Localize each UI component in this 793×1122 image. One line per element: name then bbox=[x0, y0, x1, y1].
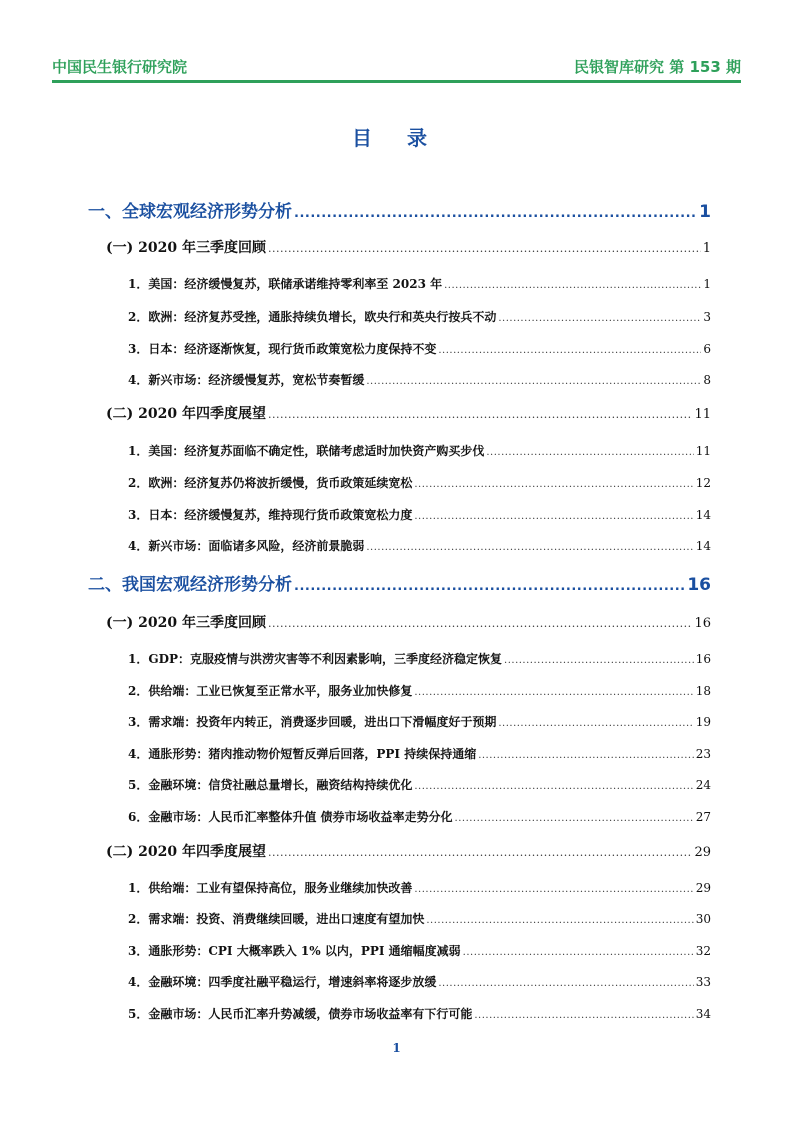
toc-page-number: 29 bbox=[695, 881, 711, 895]
toc-subsection-title: (二) 2020 年四季度展望 bbox=[106, 844, 266, 860]
toc-leader-dots bbox=[486, 447, 693, 458]
toc-subsection-title: (一) 2020 年三季度回顾 bbox=[106, 240, 266, 256]
toc-page-number: 27 bbox=[695, 810, 711, 824]
toc-item[interactable] bbox=[128, 371, 711, 388]
toc-item-title: 4．新兴市场：面临诸多风险，经济前景脆弱 bbox=[128, 539, 365, 553]
toc-page-number: 8 bbox=[703, 373, 711, 387]
toc-page-number: 11 bbox=[695, 444, 711, 458]
toc-leader-dots bbox=[366, 542, 693, 553]
toc-item[interactable] bbox=[128, 682, 711, 699]
toc-item-title: 4．金融环境：四季度社融平稳运行，增速斜率将逐步放缓 bbox=[128, 975, 437, 989]
toc-leader-dots bbox=[438, 345, 701, 356]
toc-leader-dots bbox=[414, 511, 693, 522]
toc-leader-dots bbox=[268, 617, 692, 630]
toc-page-number: 14 bbox=[695, 539, 711, 553]
toc-page-number: 18 bbox=[695, 684, 711, 698]
toc-item-title: 1．供给端：工业有望保持高位，服务业继续加快改善 bbox=[128, 881, 413, 895]
toc-page-number: 33 bbox=[695, 975, 711, 989]
toc-leader-dots bbox=[474, 1010, 693, 1021]
toc-item-title: 4．新兴市场：经济缓慢复苏，宽松节奏暂缓 bbox=[128, 373, 365, 387]
toc-page-number: 32 bbox=[695, 944, 711, 958]
toc-item-title: 2．需求端：投资、消费继续回暖，进出口速度有望加快 bbox=[128, 912, 425, 926]
toc-item[interactable] bbox=[128, 650, 711, 667]
toc-page-number: 1 bbox=[702, 241, 711, 256]
toc-page-number: 30 bbox=[695, 912, 711, 926]
toc-section-title: 二、我国宏观经济形势分析 bbox=[88, 575, 292, 595]
toc-leader-dots bbox=[455, 813, 694, 824]
toc-subsection-1-2[interactable] bbox=[106, 403, 711, 423]
toc-section-2[interactable] bbox=[88, 570, 711, 595]
toc-page-number: 24 bbox=[695, 778, 711, 792]
toc-leader-dots bbox=[268, 242, 701, 255]
toc-item[interactable] bbox=[128, 745, 711, 762]
toc-item-title: 1．美国：经济复苏面临不确定性，联储考虑适时加快资产购买步伐 bbox=[128, 444, 485, 458]
toc-item-title: 3．通胀形势：CPI 大概率跌入 1% 以内，PPI 通缩幅度减弱 bbox=[128, 944, 461, 958]
toc-subsection-1-1[interactable] bbox=[106, 237, 711, 257]
toc-page-number: 1 bbox=[699, 202, 711, 222]
page-number: 1 bbox=[392, 1041, 401, 1055]
toc-item[interactable] bbox=[128, 308, 711, 325]
toc-page-number: 6 bbox=[703, 342, 711, 356]
toc-leader-dots bbox=[498, 718, 693, 729]
toc-item-title: 2．欧洲：经济复苏仍将波折缓慢，货币政策延续宽松 bbox=[128, 476, 413, 490]
toc-item[interactable] bbox=[128, 942, 711, 959]
toc-page-number: 16 bbox=[687, 575, 711, 595]
toc-item-title: 3．日本：经济逐渐恢复，现行货币政策宽松力度保持不变 bbox=[128, 342, 437, 356]
toc-item-title: 3．日本：经济缓慢复苏，维持现行货币政策宽松力度 bbox=[128, 508, 413, 522]
toc-leader-dots bbox=[498, 313, 701, 324]
toc-item-title: 1．GDP：克服疫情与洪涝灾害等不利因素影响，三季度经济稳定恢复 bbox=[128, 652, 503, 666]
toc-leader-dots bbox=[268, 408, 692, 421]
toc-leader-dots bbox=[294, 206, 697, 221]
toc-page-number: 14 bbox=[695, 508, 711, 522]
toc-subsection-2-2[interactable] bbox=[106, 841, 711, 861]
toc-item-title: 2．供给端：工业已恢复至正常水平，服务业加快修复 bbox=[128, 684, 413, 698]
toc-page-number: 16 bbox=[694, 616, 711, 631]
toc-leader-dots bbox=[426, 915, 693, 926]
toc-item[interactable] bbox=[128, 808, 711, 825]
toc-page-number: 12 bbox=[695, 476, 711, 490]
toc-section-title: 一、全球宏观经济形势分析 bbox=[88, 202, 292, 222]
toc-leader-dots bbox=[414, 479, 693, 490]
toc-item-title: 2．欧洲：经济复苏受挫，通胀持续负增长，欧央行和英央行按兵不动 bbox=[128, 310, 497, 324]
toc-subsection-title: (一) 2020 年三季度回顾 bbox=[106, 615, 266, 631]
toc-item[interactable] bbox=[128, 340, 711, 357]
toc-item-title: 6．金融市场：人民币汇率整体升值 债券市场收益率走势分化 bbox=[128, 810, 453, 824]
toc-page-number: 1 bbox=[703, 277, 711, 291]
toc-item[interactable] bbox=[128, 474, 711, 491]
toc-leader-dots bbox=[414, 884, 693, 895]
toc-item[interactable] bbox=[128, 776, 711, 793]
toc-item[interactable] bbox=[128, 910, 711, 927]
toc-item-title: 5．金融市场：人民币汇率升势减缓，债券市场收益率有下行可能 bbox=[128, 1007, 473, 1021]
toc-page-number: 34 bbox=[695, 1007, 711, 1021]
toc-leader-dots bbox=[268, 846, 692, 859]
toc-item-title: 4．通胀形势：猪肉推动物价短暂反弹后回落，PPI 持续保持通缩 bbox=[128, 747, 477, 761]
toc-leader-dots bbox=[478, 750, 694, 761]
toc-item[interactable] bbox=[128, 973, 711, 990]
toc-leader-dots bbox=[463, 947, 694, 958]
header-org-name: 中国民生银行研究院 bbox=[52, 58, 188, 76]
toc-leader-dots bbox=[294, 579, 685, 594]
toc-item[interactable] bbox=[128, 275, 711, 292]
toc-leader-dots bbox=[504, 655, 694, 666]
toc-item[interactable] bbox=[128, 506, 711, 523]
toc-item[interactable] bbox=[128, 713, 711, 730]
toc-item[interactable] bbox=[128, 1005, 711, 1022]
toc-leader-dots bbox=[438, 978, 693, 989]
toc-page-number: 23 bbox=[695, 747, 711, 761]
header-series-title: 民银智库研究 第 153 期 bbox=[574, 58, 741, 76]
toc-leader-dots bbox=[414, 781, 693, 792]
toc-page-number: 19 bbox=[695, 715, 711, 729]
toc-item[interactable] bbox=[128, 879, 711, 896]
toc-leader-dots bbox=[366, 376, 701, 387]
toc-leader-dots bbox=[444, 280, 701, 291]
toc-item[interactable] bbox=[128, 442, 711, 459]
toc-item-title: 5．金融环境：信贷社融总量增长，融资结构持续优化 bbox=[128, 778, 413, 792]
toc-item-title: 3．需求端：投资年内转正，消费逐步回暖，进出口下滑幅度好于预期 bbox=[128, 715, 497, 729]
toc-page-number: 16 bbox=[695, 652, 711, 666]
toc-subsection-title: (二) 2020 年四季度展望 bbox=[106, 406, 266, 422]
toc-item-title: 1．美国：经济缓慢复苏，联储承诺维持零利率至 2023 年 bbox=[128, 277, 443, 291]
toc-item[interactable] bbox=[128, 537, 711, 554]
toc-page-number: 11 bbox=[694, 407, 711, 422]
toc-leader-dots bbox=[414, 687, 693, 698]
toc-title: 目 录 bbox=[352, 126, 441, 150]
toc-section-1[interactable] bbox=[88, 197, 711, 222]
toc-page-number: 29 bbox=[694, 845, 711, 860]
toc-subsection-2-1[interactable] bbox=[106, 612, 711, 632]
toc-page-number: 3 bbox=[703, 310, 711, 324]
